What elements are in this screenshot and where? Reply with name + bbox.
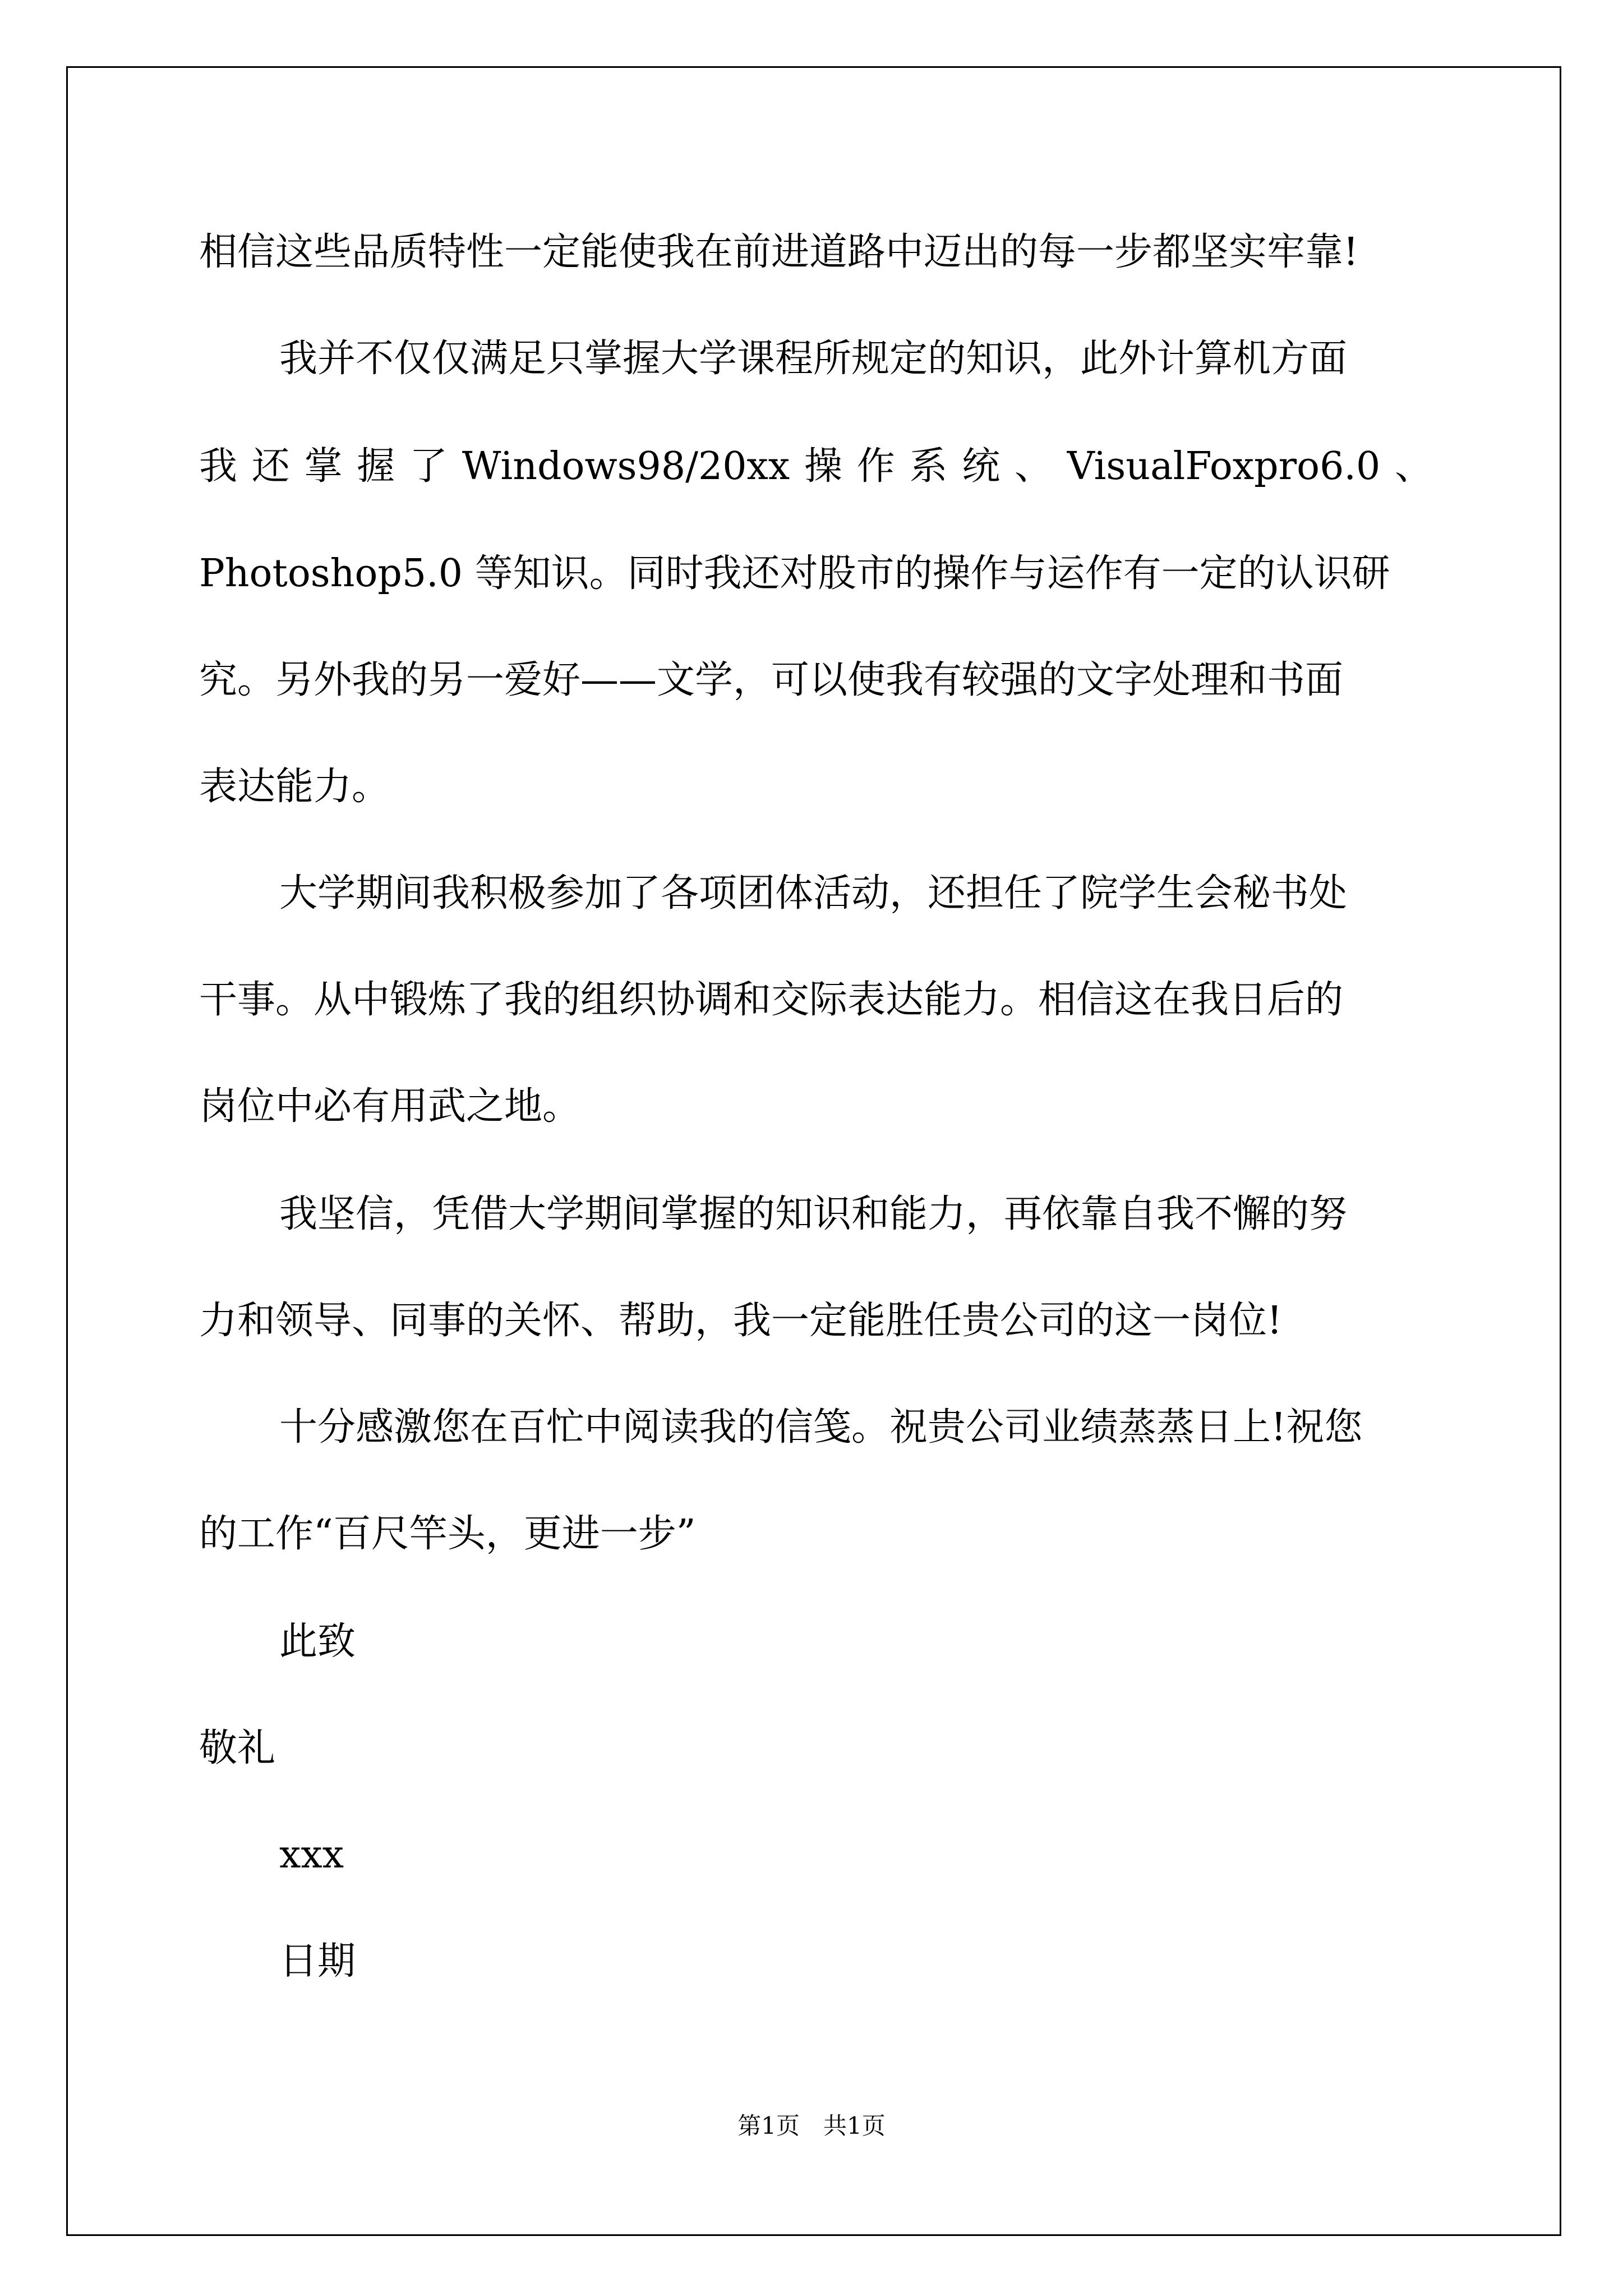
text-word: 握	[357, 444, 395, 489]
text-line: 究。另外我的另一爱好——文学，可以使我有较强的文字处理和书面	[199, 658, 1344, 702]
text-word: Windows98/20xx	[462, 444, 790, 489]
text-line: 干事。从中锻炼了我的组织协调和交际表达能力。相信这在我日后的	[199, 978, 1344, 1022]
text-word: 操	[804, 444, 842, 489]
text-line-justified	[199, 441, 1433, 492]
text-word: 统	[962, 444, 1000, 489]
page-footer: 第1页 共1页	[737, 2112, 886, 2139]
text-word: 作	[856, 444, 895, 489]
text-line: 表达能力。	[199, 765, 390, 809]
text-line: 十分感激您在百忙中阅读我的信笺。祝贵公司业绩蒸蒸日上!祝您	[279, 1405, 1363, 1450]
text-word: 掌	[304, 444, 343, 489]
closing-regards: 敬礼	[199, 1726, 276, 1770]
text-word: VisualFoxpro6.0	[1067, 444, 1381, 489]
text-word: 还	[251, 444, 290, 489]
text-line: 大学期间我积极参加了各项团体活动，还担任了院学生会秘书处	[279, 871, 1348, 915]
text-line: 我坚信，凭借大学期间掌握的知识和能力，再依靠自我不懈的努	[279, 1192, 1348, 1236]
text-word: 、	[1014, 444, 1053, 489]
text-line: 岗位中必有用武之地。	[199, 1084, 581, 1129]
signature-date: 日期	[279, 1939, 356, 1984]
signature-name: xxx	[279, 1833, 344, 1877]
text-word: 了	[409, 444, 448, 489]
text-line: 我并不仅仅满足只掌握大学课程所规定的知识，此外计算机方面	[279, 337, 1348, 381]
text-line: Photoshop5.0 等知识。同时我还对股市的操作与运作有一定的认识研	[199, 551, 1390, 596]
text-word: 、	[1394, 444, 1433, 489]
text-line: 的工作“百尺竿头，更进一步”	[199, 1512, 696, 1556]
text-line: 力和领导、同事的关怀、帮助，我一定能胜任贵公司的这一岗位!	[199, 1299, 1283, 1343]
text-word: 系	[909, 444, 948, 489]
closing-salutation: 此致	[279, 1619, 356, 1664]
page-border	[66, 66, 1561, 2236]
text-word: 我	[199, 444, 238, 489]
text-line: 相信这些品质特性一定能使我在前进道路中迈出的每一步都坚实牢靠!	[199, 230, 1359, 274]
